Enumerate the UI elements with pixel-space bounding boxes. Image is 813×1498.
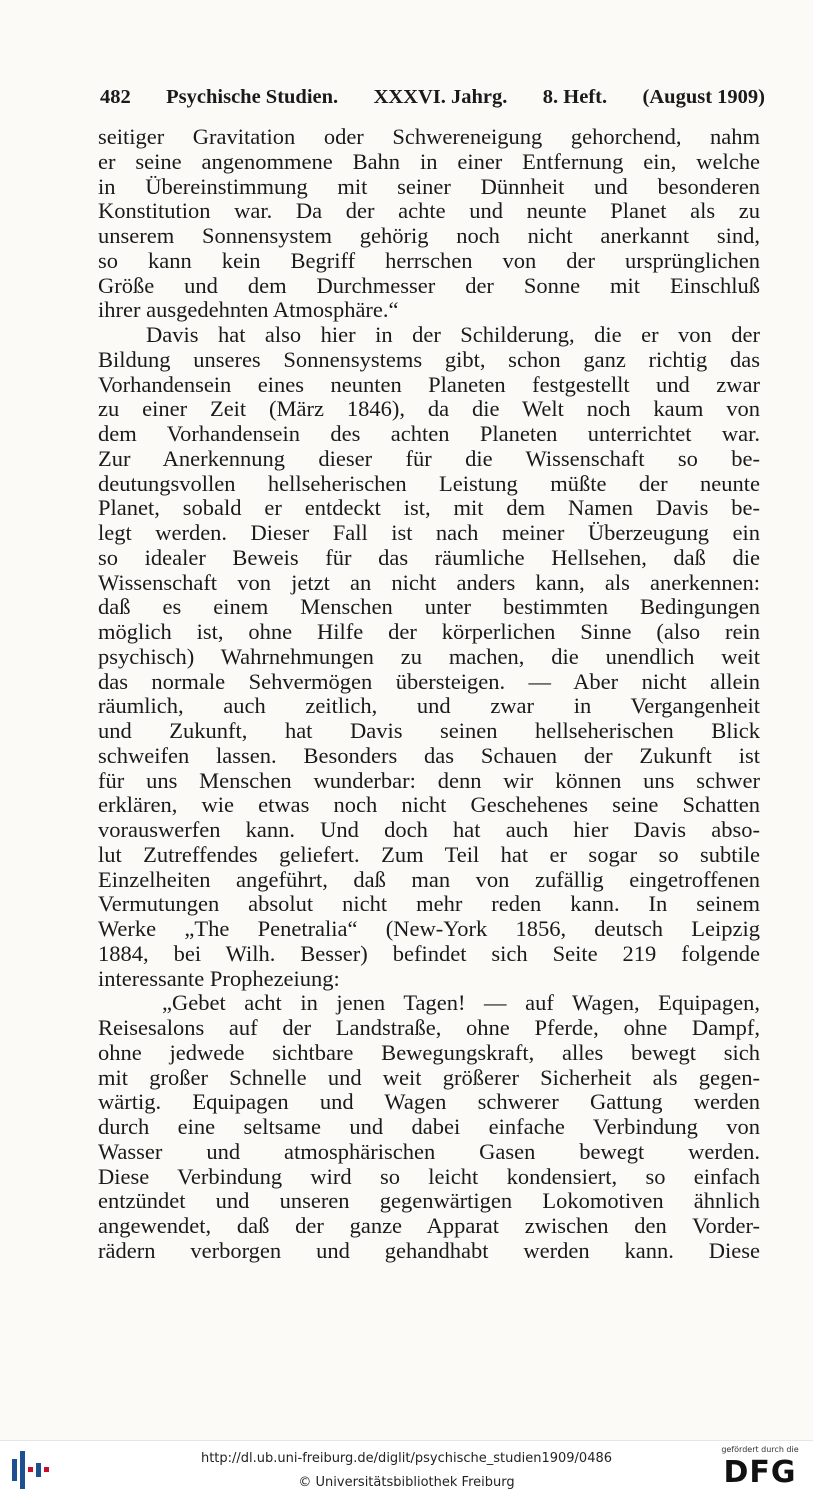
text-line: Vermutungen absolut nicht mehr reden kann. In seinem <box>98 892 760 917</box>
journal-title: Psychische Studien. <box>166 86 339 108</box>
text-line: schweifen lassen. Besonders das Schauen der Zukunft ist <box>98 743 760 768</box>
text-line: Reisesalons auf der Landstraße, ohne Pferde, ohne Dampf, <box>98 1016 760 1040</box>
text-line: „Gebet acht in jenen Tagen! — auf Wagen, Equipagen, <box>162 991 760 1016</box>
dfg-wordmark: DFG <box>723 1455 797 1490</box>
text-line: Einzelheiten angeführt, daß man von zufällig eingetroffenen <box>98 867 760 892</box>
text-line: durch eine seltsame und dabei einfache Verbindung von <box>98 1115 760 1139</box>
text-line: Diese Verbindung wird so leicht kondensiert, so einfach <box>98 1164 760 1189</box>
text-line: in Übereinstimmung mit seiner Dünnheit und besonderen <box>98 174 760 199</box>
text-line: rädern verborgen und gehandhabt werden kann. Diese <box>98 1238 760 1263</box>
permalink-url[interactable]: http://dl.ub.uni-freiburg.de/diglit/psychische_studien1909/0486 <box>200 1451 613 1466</box>
text-line: Konstitution war. Da der achte und neunte Planet als zu <box>98 199 760 224</box>
volume-label: XXXVI. Jahrg. <box>373 86 508 108</box>
text-line: entzündet und unseren gegenwärtigen Lokomotiven ähnlich <box>98 1189 760 1214</box>
page-number: 482 <box>100 86 131 108</box>
text-line: Wasser und atmosphärischen Gasen bewegt werden. <box>98 1139 760 1164</box>
text-line: Wissenschaft von jetzt an nicht anders kann, als anerkennen: <box>98 570 760 595</box>
text-line: räumlich, auch zeitlich, und zwar in Vergangenheit <box>98 694 760 719</box>
text-line: seitiger Gravitation oder Schwereneigung gehorchend, nahm <box>98 125 760 149</box>
text-line: erklären, wie etwas noch nicht Geschehenes seine Schatten <box>98 793 760 818</box>
text-line: zu einer Zeit (März 1846), da die Welt noch kaum von <box>98 397 760 422</box>
text-line: Davis hat also hier in der Schilderung, die er von der <box>146 323 760 347</box>
text-line: Zur Anerkennung dieser für die Wissenschaft so be- <box>98 446 760 471</box>
text-line: interessante Prophezeiung: <box>98 966 340 991</box>
text-line: deutungsvollen hellseherischen Leistung müßte der neunte <box>98 471 760 496</box>
text-line: ihrer ausgedehnten Atmosphäre.“ <box>98 298 399 323</box>
text-line: und Zukunft, hat Davis seinen hellseherischen Blick <box>98 719 760 743</box>
text-line: angewendet, daß der ganze Apparat zwischen den Vorder- <box>98 1214 760 1238</box>
text-line: psychisch) Wahrnehmungen zu machen, die unendlich weit <box>98 644 760 669</box>
viewer-footer <box>0 1440 813 1498</box>
text-line: Größe und dem Durchmesser der Sonne mit Einschluß <box>98 273 760 298</box>
issue-date: (August 1909) <box>642 86 765 108</box>
dfg-logo <box>715 1445 805 1497</box>
issue-label: 8. Heft. <box>542 86 608 108</box>
text-line: unserem Sonnensystem gehörig noch nicht anerkannt sind, <box>98 224 760 248</box>
text-line: wärtig. Equipagen und Wagen schwerer Gattung werden <box>98 1090 760 1115</box>
copyright-notice: © Universitätsbibliothek Freiburg <box>298 1475 515 1490</box>
text-line: lut Zutreffendes geliefert. Zum Teil hat er sogar so subtile <box>98 842 760 867</box>
text-line: vorauswerfen kann. Und doch hat auch hier Davis abso- <box>98 818 760 842</box>
text-line: legt werden. Dieser Fall ist nach meiner Überzeugung ein <box>98 521 760 545</box>
text-line: möglich ist, ohne Hilfe der körperlichen Sinne (also rein <box>98 620 760 644</box>
text-line: Bildung unseres Sonnensystems gibt, schon ganz richtig das <box>98 347 760 372</box>
text-line: für uns Menschen wunderbar: denn wir können uns schwer <box>98 768 760 793</box>
text-line: Planet, sobald er entdeckt ist, mit dem Namen Davis be- <box>98 496 760 521</box>
text-line: dem Vorhandensein des achten Planeten unterrichtet war. <box>98 422 760 446</box>
text-line: mit großer Schnelle und weit größerer Sicherheit als gegen- <box>98 1065 760 1090</box>
body-text <box>98 125 760 1264</box>
dfg-caption: gefördert durch die <box>721 1445 799 1454</box>
text-line: ohne jedwede sichtbare Bewegungskraft, alles bewegt sich <box>98 1040 760 1065</box>
text-line: so kann kein Begriff herrschen von der ursprünglichen <box>98 248 760 273</box>
text-line: daß es einem Menschen unter bestimmten Bedingungen <box>98 595 760 620</box>
text-line: Vorhandensein eines neunten Planeten festgestellt und zwar <box>98 372 760 397</box>
text-line: so idealer Beweis für das räumliche Hellsehen, daß die <box>98 545 760 570</box>
text-line: er seine angenommene Bahn in einer Entfernung ein, welche <box>98 149 760 174</box>
running-header <box>100 86 765 114</box>
text-line: 1884, bei Wilh. Besser) befindet sich Seite 219 folgende <box>98 941 760 966</box>
text-line: das normale Sehvermögen übersteigen. — Aber nicht allein <box>98 669 760 694</box>
text-line: Werke „The Penetralia“ (New-York 1856, deutsch Leipzig <box>98 917 760 941</box>
